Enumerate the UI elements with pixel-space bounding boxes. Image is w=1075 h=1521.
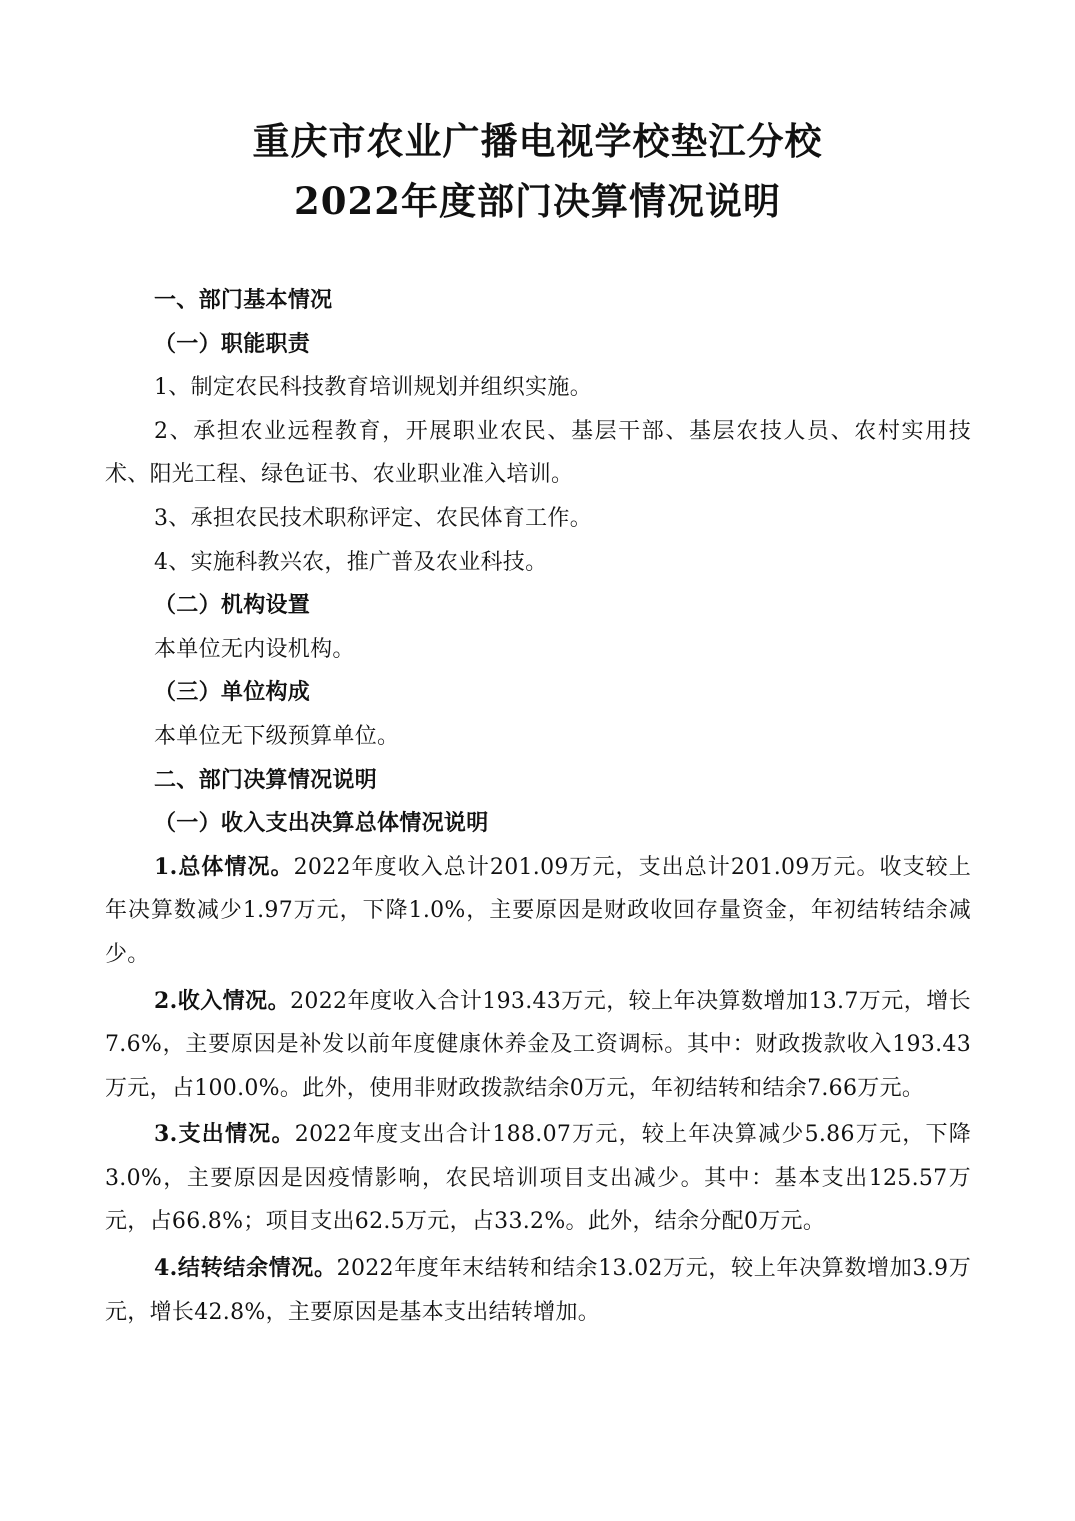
function-item-1: 1、制定农民科技教育培训规划并组织实施。 (154, 375, 592, 401)
paragraph-expenditure (105, 1113, 971, 1244)
paragraph-income-text: 2022年度收入合计193.43万元，较上年决算数增加13.7万元，增长7.6%，主要原因是补发以前年度健康休养金及工资调标。其中：财政拨款收入193.43万元，占100.0%。此外，使用非财政拨款结余0万元，年初结转和结余7.66万元。 (105, 988, 971, 1101)
paragraph-carryover-label: 4.结转结余情况。 (154, 1255, 337, 1282)
section-heading-basic-info: 一、部门基本情况 (154, 287, 333, 313)
paragraph-carryover-text: 2022年度年末结转和结余13.02万元，较上年决算数增加3.9万元，增长42.8%，主要原因是基本支出结转增加。 (105, 1256, 972, 1325)
document-body (105, 279, 971, 1334)
document-title-line1: 重庆市农业广播电视学校垫江分校 (252, 119, 823, 163)
document-title-line2: 2022年度部门决算情况说明 (294, 179, 781, 223)
paragraph-carryover (105, 1247, 971, 1334)
function-item-2: 2、承担农业远程教育，开展职业农民、基层干部、基层农技人员、农村实用技术、阳光工程、绿色证书、农业职业准入培训。 (105, 418, 971, 488)
paragraph-overall-text: 2022年度收入总计201.09万元，支出总计201.09万元。收支较上年决算数减少1.97万元，下降1.0%，主要原因是财政收回存量资金，年初结转结余减少。 (105, 854, 971, 967)
section-heading-final-accounts: 二、部门决算情况说明 (154, 766, 378, 793)
paragraph-expenditure-text: 2022年度支出合计188.07万元，较上年决算减少5.86万元，下降3.0%，主要原因是因疫情影响，农民培训项目支出减少。其中：基本支出125.57万元，占66.8%；项目支出62.5万元，占33.2%。此外，结余分配0万元。 (105, 1122, 972, 1235)
paragraph-income (105, 980, 971, 1111)
function-item-4: 4、实施科教兴农，推广普及农业科技。 (154, 549, 548, 575)
subsection-heading-functions: （一）职能职责 (154, 330, 311, 357)
organization-text: 本单位无内设机构。 (154, 636, 355, 662)
subsection-heading-overall: （一）收入支出决算总体情况说明 (154, 810, 489, 837)
paragraph-expenditure-label: 3.支出情况。 (154, 1121, 295, 1148)
paragraph-overall (105, 846, 971, 977)
subsection-heading-units: （三）单位构成 (154, 679, 311, 706)
paragraph-overall-label: 1.总体情况。 (154, 853, 294, 880)
subsection-heading-organization: （二）机构设置 (154, 592, 311, 619)
paragraph-income-label: 2.收入情况。 (154, 987, 291, 1014)
function-item-3: 3、承担农民技术职称评定、农民体育工作。 (154, 505, 592, 531)
units-text: 本单位无下级预算单位。 (154, 723, 400, 749)
